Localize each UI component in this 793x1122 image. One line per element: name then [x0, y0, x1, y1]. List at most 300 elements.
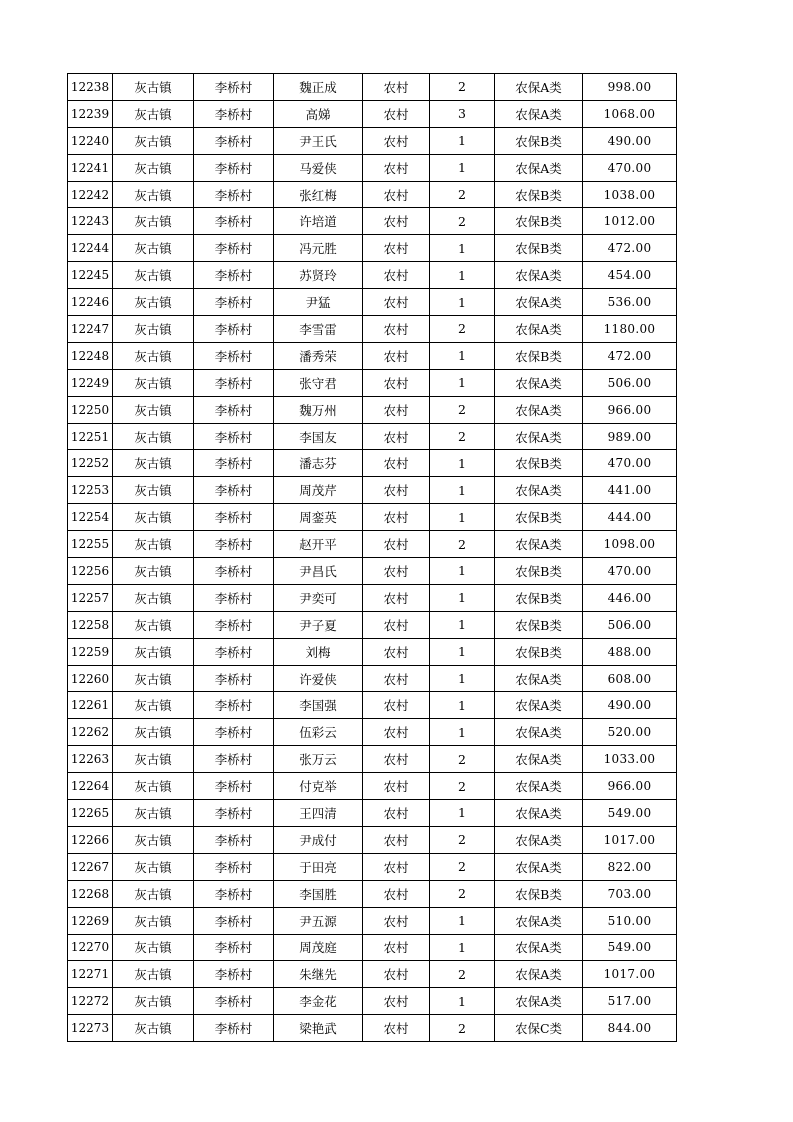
household-count-cell: 1 — [430, 154, 495, 181]
amount-cell: 470.00 — [583, 450, 677, 477]
amount-cell: 488.00 — [583, 638, 677, 665]
category-cell: 农保A类 — [495, 907, 583, 934]
town-cell: 灰古镇 — [113, 1015, 194, 1042]
area-type-cell: 农村 — [363, 74, 430, 101]
record-id-cell: 12249 — [68, 369, 113, 396]
category-cell: 农保A类 — [495, 423, 583, 450]
amount-cell: 989.00 — [583, 423, 677, 450]
town-cell: 灰古镇 — [113, 423, 194, 450]
amount-cell: 822.00 — [583, 853, 677, 880]
category-cell: 农保A类 — [495, 531, 583, 558]
village-cell: 李桥村 — [194, 477, 274, 504]
village-cell: 李桥村 — [194, 773, 274, 800]
category-cell: 农保C类 — [495, 1015, 583, 1042]
village-cell: 李桥村 — [194, 100, 274, 127]
village-cell: 李桥村 — [194, 423, 274, 450]
amount-cell: 549.00 — [583, 934, 677, 961]
household-count-cell: 2 — [430, 423, 495, 450]
town-cell: 灰古镇 — [113, 611, 194, 638]
household-count-cell: 1 — [430, 907, 495, 934]
household-count-cell: 1 — [430, 450, 495, 477]
person-name-cell: 张万云 — [274, 746, 363, 773]
table-row — [68, 692, 677, 719]
village-cell: 李桥村 — [194, 584, 274, 611]
person-name-cell: 尹猛 — [274, 289, 363, 316]
record-id-cell: 12243 — [68, 208, 113, 235]
household-count-cell: 1 — [430, 719, 495, 746]
table-row — [68, 746, 677, 773]
area-type-cell: 农村 — [363, 853, 430, 880]
table-row — [68, 934, 677, 961]
person-name-cell: 许爱侠 — [274, 665, 363, 692]
town-cell: 灰古镇 — [113, 262, 194, 289]
person-name-cell: 李国胜 — [274, 880, 363, 907]
category-cell: 农保B类 — [495, 880, 583, 907]
town-cell: 灰古镇 — [113, 74, 194, 101]
village-cell: 李桥村 — [194, 907, 274, 934]
area-type-cell: 农村 — [363, 692, 430, 719]
town-cell: 灰古镇 — [113, 800, 194, 827]
area-type-cell: 农村 — [363, 154, 430, 181]
person-name-cell: 尹王氏 — [274, 127, 363, 154]
person-name-cell: 魏正成 — [274, 74, 363, 101]
person-name-cell: 李国友 — [274, 423, 363, 450]
village-cell: 李桥村 — [194, 692, 274, 719]
person-name-cell: 尹子夏 — [274, 611, 363, 638]
village-cell: 李桥村 — [194, 208, 274, 235]
record-id-cell: 12270 — [68, 934, 113, 961]
table-row — [68, 342, 677, 369]
amount-cell: 549.00 — [583, 800, 677, 827]
record-id-cell: 12263 — [68, 746, 113, 773]
village-cell: 李桥村 — [194, 154, 274, 181]
amount-cell: 441.00 — [583, 477, 677, 504]
village-cell: 李桥村 — [194, 746, 274, 773]
category-cell: 农保A类 — [495, 692, 583, 719]
amount-cell: 608.00 — [583, 665, 677, 692]
village-cell: 李桥村 — [194, 1015, 274, 1042]
category-cell: 农保A类 — [495, 316, 583, 343]
area-type-cell: 农村 — [363, 208, 430, 235]
amount-cell: 536.00 — [583, 289, 677, 316]
record-id-cell: 12266 — [68, 826, 113, 853]
amount-cell: 1038.00 — [583, 181, 677, 208]
person-name-cell: 李雪雷 — [274, 316, 363, 343]
town-cell: 灰古镇 — [113, 154, 194, 181]
village-cell: 李桥村 — [194, 638, 274, 665]
table-row — [68, 100, 677, 127]
town-cell: 灰古镇 — [113, 907, 194, 934]
table-row — [68, 773, 677, 800]
category-cell: 农保A类 — [495, 988, 583, 1015]
category-cell: 农保B类 — [495, 208, 583, 235]
amount-cell: 490.00 — [583, 127, 677, 154]
area-type-cell: 农村 — [363, 531, 430, 558]
household-count-cell: 1 — [430, 127, 495, 154]
town-cell: 灰古镇 — [113, 504, 194, 531]
category-cell: 农保A类 — [495, 961, 583, 988]
table-row — [68, 369, 677, 396]
amount-cell: 470.00 — [583, 558, 677, 585]
person-name-cell: 许培道 — [274, 208, 363, 235]
town-cell: 灰古镇 — [113, 181, 194, 208]
table-row — [68, 880, 677, 907]
amount-cell: 472.00 — [583, 235, 677, 262]
person-name-cell: 王四清 — [274, 800, 363, 827]
town-cell: 灰古镇 — [113, 235, 194, 262]
household-count-cell: 2 — [430, 74, 495, 101]
town-cell: 灰古镇 — [113, 584, 194, 611]
area-type-cell: 农村 — [363, 988, 430, 1015]
town-cell: 灰古镇 — [113, 289, 194, 316]
household-count-cell: 1 — [430, 988, 495, 1015]
household-count-cell: 2 — [430, 531, 495, 558]
person-name-cell: 尹成付 — [274, 826, 363, 853]
category-cell: 农保B类 — [495, 450, 583, 477]
town-cell: 灰古镇 — [113, 773, 194, 800]
record-id-cell: 12269 — [68, 907, 113, 934]
category-cell: 农保B类 — [495, 181, 583, 208]
category-cell: 农保A类 — [495, 800, 583, 827]
category-cell: 农保B类 — [495, 611, 583, 638]
category-cell: 农保A类 — [495, 719, 583, 746]
household-count-cell: 1 — [430, 611, 495, 638]
household-count-cell: 1 — [430, 800, 495, 827]
town-cell: 灰古镇 — [113, 746, 194, 773]
amount-cell: 444.00 — [583, 504, 677, 531]
amount-cell: 506.00 — [583, 369, 677, 396]
town-cell: 灰古镇 — [113, 396, 194, 423]
category-cell: 农保B类 — [495, 504, 583, 531]
area-type-cell: 农村 — [363, 611, 430, 638]
record-id-cell: 12257 — [68, 584, 113, 611]
household-count-cell: 2 — [430, 316, 495, 343]
category-cell: 农保B类 — [495, 638, 583, 665]
town-cell: 灰古镇 — [113, 342, 194, 369]
household-count-cell: 2 — [430, 1015, 495, 1042]
village-cell: 李桥村 — [194, 342, 274, 369]
category-cell: 农保B类 — [495, 342, 583, 369]
person-name-cell: 冯元胜 — [274, 235, 363, 262]
household-count-cell: 2 — [430, 746, 495, 773]
area-type-cell: 农村 — [363, 504, 430, 531]
village-cell: 李桥村 — [194, 988, 274, 1015]
area-type-cell: 农村 — [363, 584, 430, 611]
table-row — [68, 396, 677, 423]
area-type-cell: 农村 — [363, 800, 430, 827]
amount-cell: 520.00 — [583, 719, 677, 746]
amount-cell: 446.00 — [583, 584, 677, 611]
person-name-cell: 周銮英 — [274, 504, 363, 531]
town-cell: 灰古镇 — [113, 638, 194, 665]
area-type-cell: 农村 — [363, 262, 430, 289]
table-row — [68, 208, 677, 235]
amount-cell: 1068.00 — [583, 100, 677, 127]
area-type-cell: 农村 — [363, 100, 430, 127]
person-name-cell: 张守君 — [274, 369, 363, 396]
category-cell: 农保B类 — [495, 558, 583, 585]
record-id-cell: 12241 — [68, 154, 113, 181]
person-name-cell: 朱继先 — [274, 961, 363, 988]
category-cell: 农保A类 — [495, 74, 583, 101]
record-id-cell: 12262 — [68, 719, 113, 746]
category-cell: 农保A类 — [495, 665, 583, 692]
category-cell: 农保B类 — [495, 235, 583, 262]
table-row — [68, 423, 677, 450]
record-id-cell: 12252 — [68, 450, 113, 477]
town-cell: 灰古镇 — [113, 826, 194, 853]
records-table — [67, 73, 677, 1042]
person-name-cell: 李金花 — [274, 988, 363, 1015]
village-cell: 李桥村 — [194, 127, 274, 154]
person-name-cell: 尹五源 — [274, 907, 363, 934]
person-name-cell: 尹奕可 — [274, 584, 363, 611]
record-id-cell: 12239 — [68, 100, 113, 127]
table-row — [68, 584, 677, 611]
amount-cell: 454.00 — [583, 262, 677, 289]
record-id-cell: 12248 — [68, 342, 113, 369]
household-count-cell: 2 — [430, 826, 495, 853]
area-type-cell: 农村 — [363, 1015, 430, 1042]
table-row — [68, 531, 677, 558]
table-row — [68, 1015, 677, 1042]
amount-cell: 472.00 — [583, 342, 677, 369]
area-type-cell: 农村 — [363, 826, 430, 853]
table-row — [68, 504, 677, 531]
village-cell: 李桥村 — [194, 558, 274, 585]
household-count-cell: 2 — [430, 396, 495, 423]
record-id-cell: 12251 — [68, 423, 113, 450]
household-count-cell: 1 — [430, 477, 495, 504]
town-cell: 灰古镇 — [113, 531, 194, 558]
category-cell: 农保A类 — [495, 100, 583, 127]
area-type-cell: 农村 — [363, 934, 430, 961]
record-id-cell: 12272 — [68, 988, 113, 1015]
amount-cell: 1180.00 — [583, 316, 677, 343]
table-row — [68, 181, 677, 208]
household-count-cell: 1 — [430, 638, 495, 665]
table-row — [68, 477, 677, 504]
household-count-cell: 1 — [430, 584, 495, 611]
area-type-cell: 农村 — [363, 773, 430, 800]
village-cell: 李桥村 — [194, 800, 274, 827]
area-type-cell: 农村 — [363, 289, 430, 316]
person-name-cell: 潘志芬 — [274, 450, 363, 477]
village-cell: 李桥村 — [194, 880, 274, 907]
category-cell: 农保A类 — [495, 369, 583, 396]
household-count-cell: 1 — [430, 342, 495, 369]
town-cell: 灰古镇 — [113, 208, 194, 235]
village-cell: 李桥村 — [194, 235, 274, 262]
record-id-cell: 12267 — [68, 853, 113, 880]
household-count-cell: 1 — [430, 665, 495, 692]
person-name-cell: 周茂庭 — [274, 934, 363, 961]
household-count-cell: 1 — [430, 369, 495, 396]
category-cell: 农保A类 — [495, 396, 583, 423]
area-type-cell: 农村 — [363, 369, 430, 396]
village-cell: 李桥村 — [194, 369, 274, 396]
town-cell: 灰古镇 — [113, 988, 194, 1015]
table-row — [68, 719, 677, 746]
record-id-cell: 12273 — [68, 1015, 113, 1042]
household-count-cell: 1 — [430, 692, 495, 719]
village-cell: 李桥村 — [194, 450, 274, 477]
area-type-cell: 农村 — [363, 235, 430, 262]
area-type-cell: 农村 — [363, 477, 430, 504]
town-cell: 灰古镇 — [113, 692, 194, 719]
amount-cell: 1017.00 — [583, 826, 677, 853]
table-row — [68, 154, 677, 181]
record-id-cell: 12255 — [68, 531, 113, 558]
category-cell: 农保A类 — [495, 773, 583, 800]
record-id-cell: 12250 — [68, 396, 113, 423]
household-count-cell: 2 — [430, 208, 495, 235]
household-count-cell: 1 — [430, 504, 495, 531]
household-count-cell: 2 — [430, 773, 495, 800]
person-name-cell: 马爱侠 — [274, 154, 363, 181]
town-cell: 灰古镇 — [113, 369, 194, 396]
record-id-cell: 12246 — [68, 289, 113, 316]
amount-cell: 1017.00 — [583, 961, 677, 988]
record-id-cell: 12258 — [68, 611, 113, 638]
table-row — [68, 558, 677, 585]
amount-cell: 510.00 — [583, 907, 677, 934]
village-cell: 李桥村 — [194, 961, 274, 988]
household-count-cell: 1 — [430, 262, 495, 289]
area-type-cell: 农村 — [363, 396, 430, 423]
amount-cell: 966.00 — [583, 773, 677, 800]
town-cell: 灰古镇 — [113, 853, 194, 880]
amount-cell: 1012.00 — [583, 208, 677, 235]
person-name-cell: 潘秀荣 — [274, 342, 363, 369]
record-id-cell: 12268 — [68, 880, 113, 907]
village-cell: 李桥村 — [194, 826, 274, 853]
town-cell: 灰古镇 — [113, 934, 194, 961]
amount-cell: 966.00 — [583, 396, 677, 423]
record-id-cell: 12260 — [68, 665, 113, 692]
table-row — [68, 853, 677, 880]
household-count-cell: 1 — [430, 934, 495, 961]
village-cell: 李桥村 — [194, 316, 274, 343]
amount-cell: 703.00 — [583, 880, 677, 907]
person-name-cell: 高娣 — [274, 100, 363, 127]
village-cell: 李桥村 — [194, 719, 274, 746]
table-row — [68, 988, 677, 1015]
town-cell: 灰古镇 — [113, 316, 194, 343]
category-cell: 农保A类 — [495, 853, 583, 880]
household-count-cell: 1 — [430, 558, 495, 585]
table-row — [68, 800, 677, 827]
person-name-cell: 苏贤玲 — [274, 262, 363, 289]
village-cell: 李桥村 — [194, 934, 274, 961]
person-name-cell: 李国强 — [274, 692, 363, 719]
person-name-cell: 魏万州 — [274, 396, 363, 423]
table-row — [68, 316, 677, 343]
area-type-cell: 农村 — [363, 746, 430, 773]
town-cell: 灰古镇 — [113, 477, 194, 504]
amount-cell: 1033.00 — [583, 746, 677, 773]
town-cell: 灰古镇 — [113, 665, 194, 692]
area-type-cell: 农村 — [363, 638, 430, 665]
record-id-cell: 12259 — [68, 638, 113, 665]
category-cell: 农保A类 — [495, 154, 583, 181]
area-type-cell: 农村 — [363, 719, 430, 746]
table-row — [68, 907, 677, 934]
record-id-cell: 12245 — [68, 262, 113, 289]
category-cell: 农保B类 — [495, 584, 583, 611]
person-name-cell: 周茂芹 — [274, 477, 363, 504]
person-name-cell: 于田亮 — [274, 853, 363, 880]
record-id-cell: 12238 — [68, 74, 113, 101]
category-cell: 农保B类 — [495, 127, 583, 154]
village-cell: 李桥村 — [194, 531, 274, 558]
person-name-cell: 伍彩云 — [274, 719, 363, 746]
record-id-cell: 12271 — [68, 961, 113, 988]
village-cell: 李桥村 — [194, 262, 274, 289]
person-name-cell: 付克举 — [274, 773, 363, 800]
table-row — [68, 127, 677, 154]
area-type-cell: 农村 — [363, 665, 430, 692]
amount-cell: 517.00 — [583, 988, 677, 1015]
household-count-cell: 3 — [430, 100, 495, 127]
area-type-cell: 农村 — [363, 961, 430, 988]
household-count-cell: 1 — [430, 289, 495, 316]
person-name-cell: 张红梅 — [274, 181, 363, 208]
table-row — [68, 450, 677, 477]
town-cell: 灰古镇 — [113, 558, 194, 585]
person-name-cell: 梁艳武 — [274, 1015, 363, 1042]
record-id-cell: 12256 — [68, 558, 113, 585]
amount-cell: 1098.00 — [583, 531, 677, 558]
table-row — [68, 235, 677, 262]
table-row — [68, 74, 677, 101]
village-cell: 李桥村 — [194, 853, 274, 880]
table-row — [68, 665, 677, 692]
village-cell: 李桥村 — [194, 289, 274, 316]
town-cell: 灰古镇 — [113, 127, 194, 154]
amount-cell: 490.00 — [583, 692, 677, 719]
category-cell: 农保A类 — [495, 934, 583, 961]
area-type-cell: 农村 — [363, 423, 430, 450]
village-cell: 李桥村 — [194, 504, 274, 531]
record-id-cell: 12244 — [68, 235, 113, 262]
area-type-cell: 农村 — [363, 127, 430, 154]
record-id-cell: 12264 — [68, 773, 113, 800]
town-cell: 灰古镇 — [113, 719, 194, 746]
record-id-cell: 12254 — [68, 504, 113, 531]
household-count-cell: 2 — [430, 181, 495, 208]
record-id-cell: 12247 — [68, 316, 113, 343]
amount-cell: 998.00 — [583, 74, 677, 101]
person-name-cell: 尹昌氏 — [274, 558, 363, 585]
table-row — [68, 611, 677, 638]
town-cell: 灰古镇 — [113, 100, 194, 127]
area-type-cell: 农村 — [363, 450, 430, 477]
category-cell: 农保A类 — [495, 289, 583, 316]
area-type-cell: 农村 — [363, 316, 430, 343]
record-id-cell: 12261 — [68, 692, 113, 719]
village-cell: 李桥村 — [194, 74, 274, 101]
category-cell: 农保A类 — [495, 826, 583, 853]
household-count-cell: 2 — [430, 880, 495, 907]
area-type-cell: 农村 — [363, 907, 430, 934]
person-name-cell: 赵开平 — [274, 531, 363, 558]
table-row — [68, 262, 677, 289]
area-type-cell: 农村 — [363, 181, 430, 208]
amount-cell: 844.00 — [583, 1015, 677, 1042]
table-row — [68, 961, 677, 988]
area-type-cell: 农村 — [363, 342, 430, 369]
